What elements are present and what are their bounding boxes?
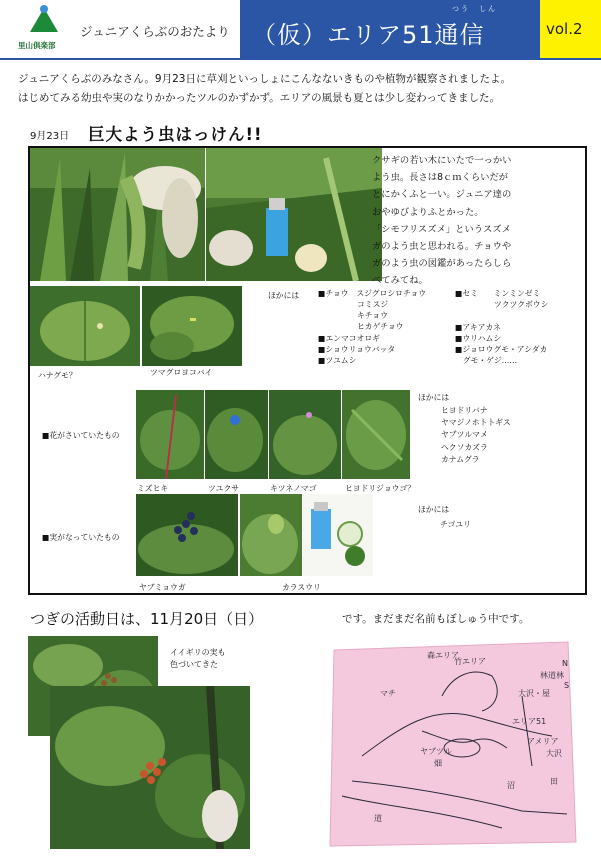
map-label: 田 [550, 777, 558, 786]
header-title-ruby: つう しん [452, 5, 497, 13]
mizuhiki-photo [136, 390, 204, 479]
yabumyoga-photo [136, 494, 238, 576]
map-label: 森エリア [427, 651, 459, 660]
caterpillar-description [372, 152, 578, 290]
caption-hiyodori: ヒヨドリジョウゴ？ [345, 484, 416, 493]
flowers-list [441, 405, 511, 466]
iigiri-caption-line: イイギリの実も [170, 648, 226, 657]
description-line: ガのよう虫の図鑑があったらしら [372, 258, 512, 270]
tsumaguro-photo [142, 286, 242, 366]
description-line: ガのよう虫と思われる。チョウや [372, 241, 512, 253]
map-label: ヤブツル [420, 747, 452, 756]
map-label: 沼 [507, 781, 515, 790]
karasuuri-photo-1 [240, 494, 302, 576]
map-label: N [562, 659, 568, 668]
map-label: S [564, 681, 570, 690]
flower-item: ヘクソカズラ [441, 442, 488, 452]
map-label: 林道林 [540, 671, 564, 680]
map-label: 竹エリア [454, 657, 486, 666]
others-label: ほかには [268, 291, 300, 300]
section-date: 9月23日 [30, 131, 70, 142]
caption-yabumyoga: ヤブミョウガ [139, 583, 186, 592]
fruits-label: ■実がなっていたもの [42, 533, 120, 542]
header-title: （仮）エリア51通信 [252, 21, 485, 49]
caption-karasuuri: カラスウリ [282, 583, 321, 592]
fruit-item: チゴユリ [440, 520, 471, 529]
flower-item: ヤブツルマメ [441, 430, 488, 440]
map-label: アメリア [527, 737, 559, 746]
intro-line: はじめてみる幼虫や実のなりかかったツルのかずかず。エリアの風景も夏とは少し変わってきました。 [18, 92, 501, 104]
map-label: 大沢 [546, 749, 562, 758]
others-item: ■ツユムシ [318, 356, 357, 365]
description-line: おやゆびよりふとかった。 [372, 206, 484, 218]
caption-tsuyukusa: ツユクサ [208, 484, 240, 493]
map-label: エリア51 [512, 717, 547, 726]
fruits-others-label: ほかには [418, 505, 450, 514]
others-col1b [318, 333, 395, 366]
map-label: マチ [380, 689, 396, 698]
others-item: ■チョウ スジグロシロチョウ [318, 289, 427, 298]
others-item: ■エンマコオロギ [318, 334, 380, 343]
iigiri-photo-2 [50, 686, 250, 849]
iigiri-caption [170, 647, 226, 671]
others-col1 [318, 288, 426, 332]
caption-hanagumo: ハナグモ？ [38, 371, 77, 380]
description-line: べてみてね。 [372, 275, 428, 287]
others-item: コミスジ [318, 300, 389, 309]
hanagumo-photo [30, 286, 140, 366]
others-item: ヒカゲチョウ [318, 322, 404, 331]
header-vol: vol.2 [546, 20, 583, 38]
map-label: 大沢・屋 [518, 689, 550, 698]
description-line: クサギの若い木にいたで一っかい [372, 155, 512, 166]
hiyodori-photo [342, 390, 410, 479]
others-item: ■ジョロウグモ・アシダカ [455, 345, 548, 354]
others-item: ■ショウリョウバッタ [318, 345, 396, 354]
caption-tsumaguro: ツマグロヨコバイ [150, 368, 213, 377]
others-item: キチョウ [318, 311, 388, 320]
map-label: 畑 [434, 759, 442, 768]
flowers-others-label: ほかには [418, 393, 450, 402]
next-activity-sub: です。まだまだ名前もぼしゅう中です。 [342, 613, 530, 625]
others-item: ■アキアカネ [455, 323, 501, 332]
others-item: ■セミ ミンミンゼミ [455, 289, 541, 298]
others-col2 [455, 288, 548, 310]
caterpillar-photo-2 [206, 148, 382, 281]
map-label: 道 [374, 814, 382, 823]
iigiri-caption-line: 色づいてきた [170, 660, 218, 669]
flower-item: ヒヨドリバナ [441, 406, 488, 415]
kitsune-photo [269, 390, 341, 479]
others-item: ■ウリハムシ [455, 334, 502, 343]
logo-sun-icon [40, 5, 48, 13]
description-line: よう虫。長さは8ｃｍくらいだが [372, 172, 509, 184]
caption-mizuhiki: ミズヒキ [137, 484, 169, 493]
area-map [322, 636, 582, 851]
tsuyukusa-photo [205, 390, 268, 479]
others-item: グモ・ゲジ…… [455, 356, 518, 365]
description-line: とにかくふと一い。ジュニア達の [372, 189, 512, 201]
intro-text [18, 70, 588, 108]
karasuuri-photo-2 [303, 494, 373, 576]
caption-kitsune: キツネノマゴ [270, 484, 317, 493]
flower-item: カナムグラ [441, 454, 480, 464]
others-col2b [455, 322, 547, 366]
header-subtitle: ジュニアくらぶのおたより [80, 24, 230, 39]
others-item: ツクツクボウシ [455, 300, 549, 309]
next-activity-title: つぎの活動日は、11月20日（日） [30, 610, 264, 628]
section-title: 巨大よう虫はっけん!! [88, 125, 263, 144]
caterpillar-photo-1 [30, 148, 205, 281]
logo-name: 里山倶楽部 [18, 41, 56, 50]
description-line: 「シモフリスズメ」というスズメ [372, 223, 511, 235]
header-rule [0, 58, 601, 60]
flowers-label: ■花がさいていたもの [42, 431, 120, 440]
intro-line: ジュニアくらぶのみなさん。9月23日に草刈といっしょにこんなないきものや植物が観察されましたよ。 [18, 73, 511, 85]
flower-item: ヤマジノホトトギス [441, 418, 511, 428]
